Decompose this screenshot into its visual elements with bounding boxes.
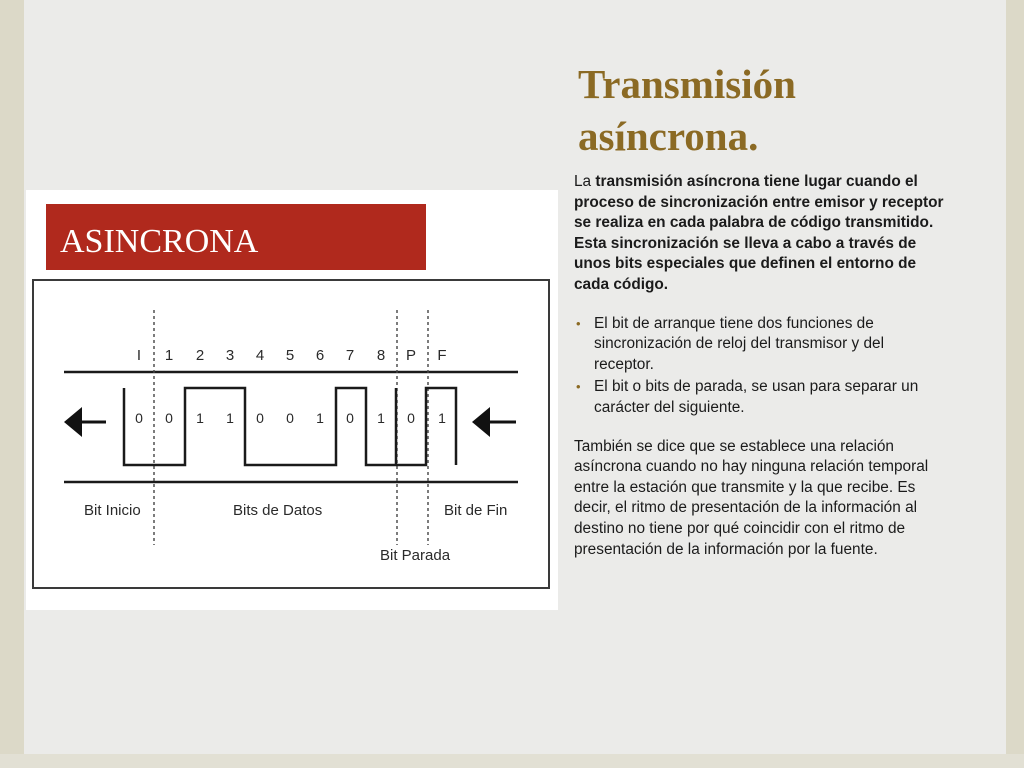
bullet-item	[574, 314, 944, 376]
intro-bold: transmisión asíncrona tiene lugar cuando el proceso de sincronización entre emisor y receptor se realiza en cada palabra de código transmitido. Esta sincronización se lleva a cabo a través de unos bits especiales que definen el entorno de cada código.	[574, 173, 944, 293]
slot-label: I	[136, 347, 142, 364]
bit-value: 1	[438, 410, 446, 426]
diagram-box	[33, 280, 549, 588]
slide-frame-right	[1006, 0, 1024, 768]
bullet-list	[574, 314, 944, 419]
intro-paragraph	[574, 172, 944, 296]
bit-value: 0	[165, 410, 173, 426]
title-line-2: asíncrona.	[578, 113, 759, 159]
bit-inicio-label: Bit Inicio	[84, 502, 141, 519]
bit-value: 0	[407, 410, 415, 426]
bullet-icon: •	[576, 315, 581, 331]
slot-label: 8	[376, 347, 386, 364]
bit-value: 1	[316, 410, 324, 426]
bits-datos-label: Bits de Datos	[233, 502, 323, 519]
banner-text: ASINCRONA	[60, 223, 259, 260]
slot-label: 3	[225, 347, 235, 364]
slot-label: 1	[164, 347, 174, 364]
bit-fin-label: Bit de Fin	[444, 502, 508, 519]
bullet-text: El bit de arranque tiene dos funciones de sincronización de reloj del transmisor y del receptor.	[594, 314, 884, 373]
bullet-icon: •	[576, 379, 581, 395]
intro-lead: La	[574, 173, 596, 190]
async-diagram	[26, 190, 558, 610]
bit-value: 0	[286, 410, 294, 426]
bullet-item	[574, 377, 944, 418]
closing-paragraph: También se dice que se establece una relación asíncrona cuando no hay ninguna relación temporal entre la estación que transmite y la que recibe. Es decir, el ritmo de presentación de la información al destino no tiene por qué coincidir con el ritmo de presentación de la información por la fuente.	[574, 437, 929, 558]
bit-value: 1	[196, 410, 204, 426]
slot-label: 7	[345, 347, 355, 364]
slot-label: 5	[285, 347, 295, 364]
slot-label: 2	[195, 347, 205, 364]
slot-label: 6	[315, 347, 325, 364]
async-diagram-svg	[26, 190, 558, 610]
slide-text	[574, 172, 944, 560]
slot-label: 4	[255, 347, 265, 364]
slide-title	[578, 58, 998, 162]
bit-value: 1	[377, 410, 385, 426]
bit-parada-label: Bit Parada	[380, 547, 451, 564]
bit-value: 1	[226, 410, 234, 426]
bit-value: 0	[256, 410, 264, 426]
slide-frame-bottom	[0, 754, 1024, 768]
slot-label: F	[437, 347, 447, 364]
slide-frame-left	[0, 0, 24, 768]
bullet-text: El bit o bits de parada, se usan para separar un carácter del siguiente.	[594, 378, 919, 416]
title-line-1: Transmisión	[578, 61, 796, 107]
bit-value: 0	[135, 410, 143, 426]
bit-value: 0	[346, 410, 354, 426]
slot-label: P	[405, 347, 417, 364]
